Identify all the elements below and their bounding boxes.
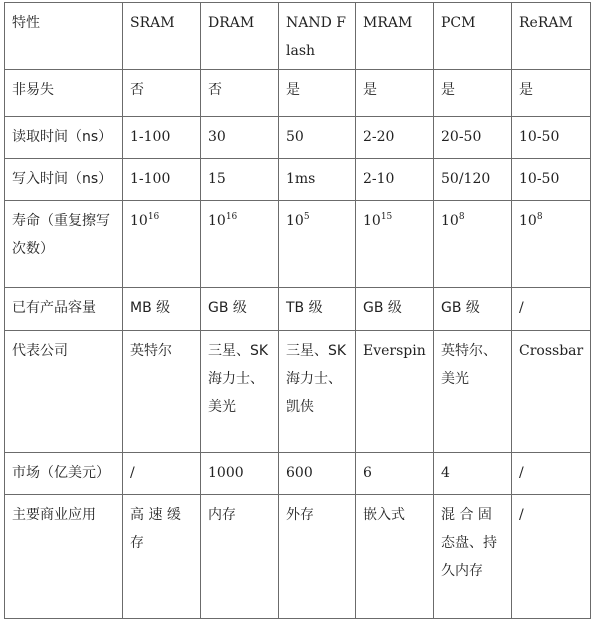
table-row: [5, 117, 591, 159]
lifetime-base: 10: [441, 213, 459, 229]
header-cell-reram: ReRAM: [512, 3, 591, 70]
table-cell: 是: [356, 70, 434, 117]
table-cell: [512, 201, 591, 288]
table-cell: 高 速 缓 存: [123, 495, 201, 619]
table-row: [5, 70, 591, 117]
table-cell: 三星、SK 海力士、美光: [201, 331, 279, 453]
table-cell: /: [512, 453, 591, 495]
table-cell: 2-10: [356, 159, 434, 201]
table-cell: [123, 201, 201, 288]
table-cell: 外存: [279, 495, 356, 619]
memory-comparison-table: [4, 2, 591, 619]
lifetime-exponent: 16: [225, 212, 238, 222]
table-cell: 英特尔、美光: [434, 331, 512, 453]
table-cell: 嵌入式: [356, 495, 434, 619]
table-cell: 20-50: [434, 117, 512, 159]
table-cell: [279, 201, 356, 288]
table-cell: 10-50: [512, 159, 591, 201]
lifetime-base: 10: [130, 213, 148, 229]
lifetime-exponent: 16: [147, 212, 160, 222]
table-cell: 1-100: [123, 117, 201, 159]
lifetime-exponent: 8: [536, 212, 543, 222]
table-cell: /: [123, 453, 201, 495]
table-cell: 10-50: [512, 117, 591, 159]
row-label: 读取时间（ns）: [5, 117, 123, 159]
row-label: 寿命（重复擦写次数）: [5, 201, 123, 288]
table-cell: TB 级: [279, 288, 356, 331]
table-cell: 否: [201, 70, 279, 117]
lifetime-base: 10: [363, 213, 381, 229]
table-cell: 是: [279, 70, 356, 117]
header-cell-pcm: PCM: [434, 3, 512, 70]
table-cell: 1-100: [123, 159, 201, 201]
table-row: [5, 453, 591, 495]
lifetime-base: 10: [208, 213, 226, 229]
row-label: 代表公司: [5, 331, 123, 453]
row-label: 主要商业应用: [5, 495, 123, 619]
table-cell: 是: [512, 70, 591, 117]
table-cell: 4: [434, 453, 512, 495]
row-label: 写入时间（ns）: [5, 159, 123, 201]
table-cell: 内存: [201, 495, 279, 619]
row-label: 非易失: [5, 70, 123, 117]
table-cell: 否: [123, 70, 201, 117]
table-cell: Crossbar: [512, 331, 591, 453]
table-cell: 50: [279, 117, 356, 159]
table-row: [5, 201, 591, 288]
lifetime-exponent: 5: [303, 212, 310, 222]
header-cell-sram: SRAM: [123, 3, 201, 70]
table-cell: Everspin: [356, 331, 434, 453]
table-cell: GB 级: [356, 288, 434, 331]
table-cell: 50/120: [434, 159, 512, 201]
header-cell-dram: DRAM: [201, 3, 279, 70]
lifetime-base: 10: [286, 213, 304, 229]
table-row: [5, 495, 591, 619]
table-cell: 1000: [201, 453, 279, 495]
table-cell: 1ms: [279, 159, 356, 201]
table-cell: GB 级: [434, 288, 512, 331]
table-cell: 6: [356, 453, 434, 495]
table-cell: 2-20: [356, 117, 434, 159]
header-cell-feature: 特性: [5, 3, 123, 70]
table-cell: [356, 201, 434, 288]
table-row: [5, 159, 591, 201]
table-row: [5, 331, 591, 453]
header-cell-mram: MRAM: [356, 3, 434, 70]
table-cell: /: [512, 495, 591, 619]
table-cell: 是: [434, 70, 512, 117]
lifetime-base: 10: [519, 213, 537, 229]
table-header-row: [5, 3, 591, 70]
lifetime-exponent: 8: [458, 212, 465, 222]
table-cell: GB 级: [201, 288, 279, 331]
lifetime-exponent: 15: [380, 212, 393, 222]
table-cell: /: [512, 288, 591, 331]
row-label: 市场（亿美元）: [5, 453, 123, 495]
table-cell: 30: [201, 117, 279, 159]
table-cell: [434, 201, 512, 288]
table-cell: 15: [201, 159, 279, 201]
table-cell: 三星、SK 海力士、凯侠: [279, 331, 356, 453]
table-row: [5, 288, 591, 331]
table-cell: [201, 201, 279, 288]
row-label: 已有产品容量: [5, 288, 123, 331]
table-cell: MB 级: [123, 288, 201, 331]
table-cell: 英特尔: [123, 331, 201, 453]
table-cell: 600: [279, 453, 356, 495]
table-cell: 混 合 固 态盘、持 久内存: [434, 495, 512, 619]
header-cell-nand-flash: NAND Flash: [279, 3, 356, 70]
